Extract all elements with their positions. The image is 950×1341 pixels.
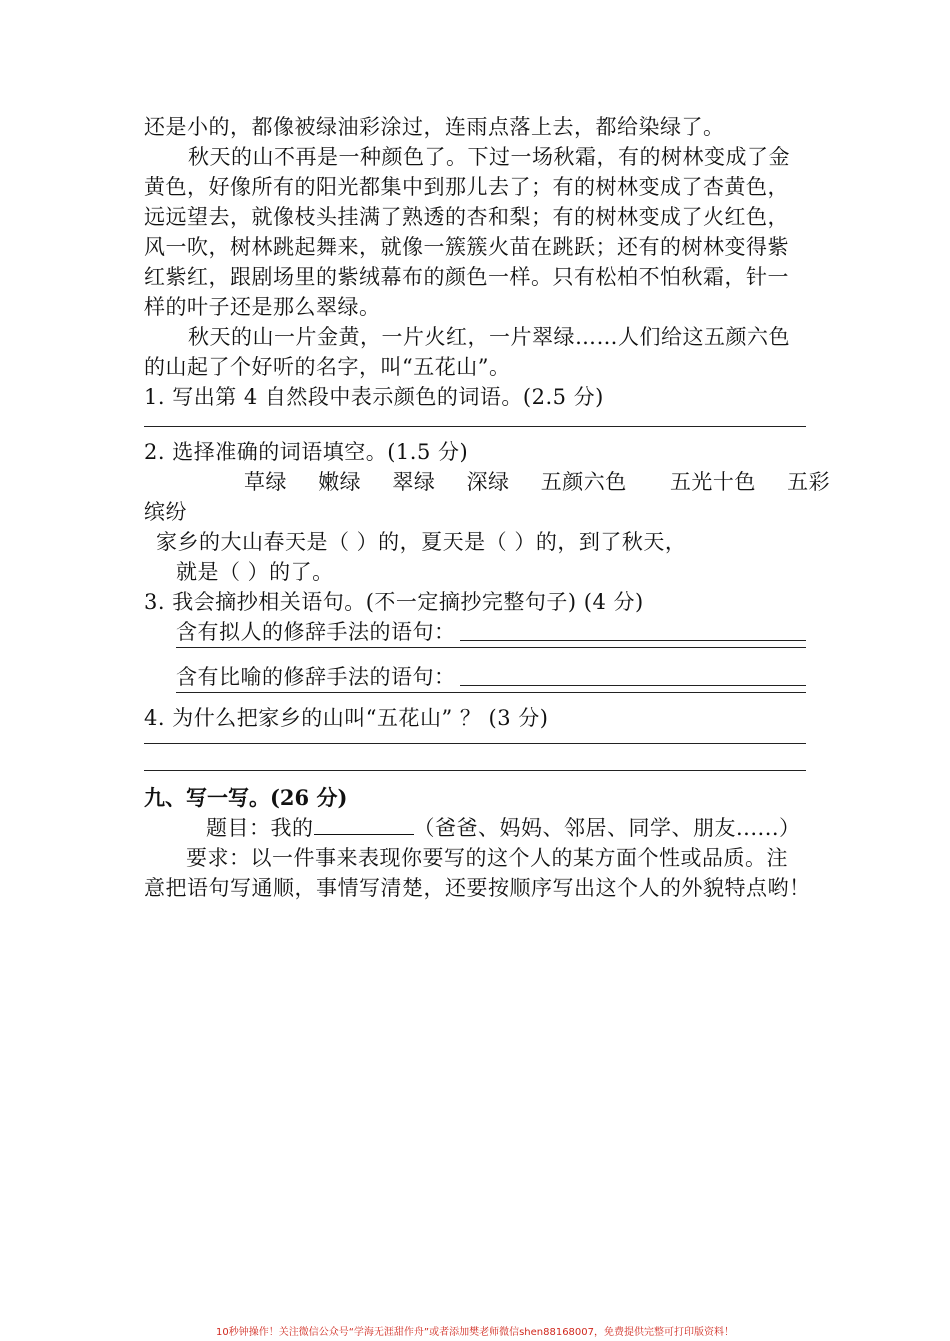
passage-line: 风一吹，树林跳起舞来，就像一簇簇火苗在跳跃；还有的树林变得紫 [144,235,789,259]
answer-line-personification[interactable] [460,640,807,641]
metaphor-prompt: 含有比喻的修辞手法的语句： [176,665,456,689]
word-option: 五光十色 [669,470,756,494]
passage-line: 样的叶子还是那么翠绿。 [144,295,381,319]
personification-prompt: 含有拟人的修辞手法的语句： [176,620,456,644]
topic-blank[interactable] [314,816,414,835]
passage-line: 秋天的山一片金黄，一片火红，一片翠绿……人们给这五颜六色 [188,325,790,349]
answer-line-metaphor-2[interactable] [176,692,806,693]
passage-line: 黄色，好像所有的阳光都集中到那儿去了；有的树林变成了杏黄色， [144,175,789,199]
fill-sentence-line-1[interactable]: 家乡的大山春天是（ ）的，夏天是（ ）的，到了秋天， [156,530,687,554]
answer-line-q4-2[interactable] [144,770,806,771]
passage-line: 秋天的山不再是一种颜色了。下过一场秋霜，有的树林变成了金 [188,145,790,169]
word-option: 翠绿 [392,470,436,494]
question-3: 3. 我会摘抄相关语句。(不一定摘抄完整句子) (4 分) [144,590,644,614]
passage-line: 的山起了个好听的名字，叫“五花山”。 [144,355,511,379]
topic-prefix: 题目：我的 [206,816,314,840]
word-option: 深绿 [466,470,510,494]
answer-line-metaphor[interactable] [460,685,807,686]
essay-topic [144,813,806,843]
answer-line-q4-1[interactable] [144,743,806,744]
word-option: 五颜六色 [540,470,627,494]
passage-line: 远远望去，就像枝头挂满了熟透的杏和梨；有的树林变成了火红色， [144,205,789,229]
question-4: 4. 为什么把家乡的山叫“五花山” ？ (3 分) [144,706,549,730]
passage-line: 还是小的，都像被绿油彩涂过，连雨点落上去，都给染绿了。 [144,115,725,139]
essay-requirement: 要求：以一件事来表现你要写的这个人的某方面个性或品质。注 [186,846,788,870]
essay-requirement-cont: 意把语句写通顺，事情写清楚，还要按顺序写出这个人的外貌特点哟！ [144,876,811,900]
metaphor-row [144,662,806,692]
question-2: 2. 选择准确的词语填空。(1.5 分) [144,440,469,464]
worksheet-page [144,112,831,903]
answer-line-personification-2[interactable] [176,647,806,648]
fill-sentence-line-2[interactable]: 就是（ ）的了。 [176,560,334,584]
section-9-title: 九、写一写。(26 分) [144,785,348,810]
word-bank [144,467,831,497]
answer-line-q1[interactable] [144,426,806,427]
personification-row [144,617,806,647]
word-option: 嫩绿 [318,470,362,494]
question-1: 1. 写出第 4 自然段中表示颜色的词语。(2.5 分) [144,385,604,409]
word-bank-wrap: 缤纷 [144,500,187,524]
promo-footer: 10秒钟操作！关注微信公众号“学海无涯甜作舟”或者添加樊老师微信shen88168007，免费提供完整可打印版资料！ [215,1327,735,1338]
word-option: 草绿 [244,470,287,494]
passage-line: 红紫红，跟剧场里的紫绒幕布的颜色一样。只有松柏不怕秋霜，针一 [144,265,789,289]
word-option: 五彩 [787,470,831,494]
topic-suffix: （爸爸、妈妈、邻居、同学、朋友......） [413,816,801,840]
